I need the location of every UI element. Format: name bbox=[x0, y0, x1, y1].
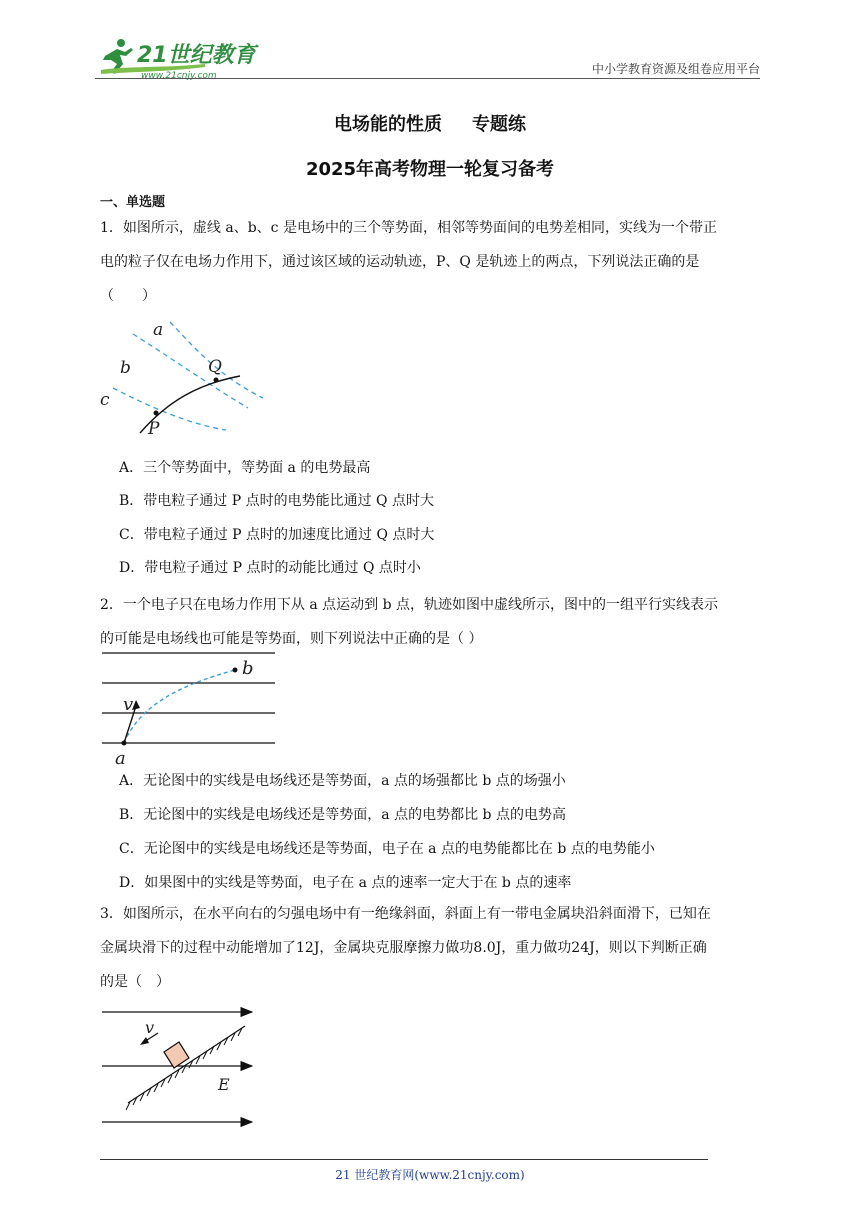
label-b: b bbox=[242, 658, 254, 679]
label-b: b bbox=[120, 358, 131, 378]
equipotential-c bbox=[113, 388, 226, 430]
page-header bbox=[95, 30, 760, 80]
stem-line: 3．如图所示，在水平向右的匀强电场中有一绝缘斜面，斜面上有一带电金属块沿斜面滑下，已知在 bbox=[100, 906, 711, 922]
question-1-option-a[interactable]: A．三个等势面中，等势面 a 的电势最高 bbox=[119, 460, 371, 476]
stem-line: 的是（ ） bbox=[100, 974, 170, 990]
question-2-option-d[interactable]: D．如果图中的实线是等势面，电子在 a 点的速率一定大于在 b 点的速率 bbox=[119, 875, 572, 891]
label-e: E bbox=[218, 1075, 230, 1094]
stem-line: 1．如图所示，虚线 a、b、c 是电场中的三个等势面，相邻等势面间的电势差相同，实线为一个带正 bbox=[100, 220, 717, 236]
label-v: v bbox=[145, 1018, 155, 1037]
question-2-stem bbox=[100, 588, 760, 656]
title-part-1: 电场能的性质 bbox=[334, 114, 442, 135]
label-a: a bbox=[153, 320, 164, 340]
label-a: a bbox=[115, 748, 126, 768]
metal-block bbox=[164, 1042, 189, 1068]
stem-line: 的可能是电场线也可能是等势面，则下列说法中正确的是（ ） bbox=[100, 631, 483, 647]
label-c: c bbox=[100, 390, 110, 410]
point-q bbox=[214, 378, 219, 383]
title-part-2: 专题练 bbox=[472, 114, 526, 135]
site-logo bbox=[95, 36, 265, 80]
section-heading: 一、单选题 bbox=[100, 195, 166, 210]
velocity-arrow-head bbox=[132, 700, 140, 710]
question-1-option-b[interactable]: B．带电粒子通过 P 点时的电势能比通过 Q 点时大 bbox=[119, 493, 434, 509]
question-1-figure bbox=[98, 316, 268, 441]
header-divider bbox=[95, 78, 760, 79]
incline-hatching bbox=[126, 1028, 242, 1110]
label-v: v bbox=[123, 694, 134, 715]
stem-line: （ ） bbox=[100, 288, 156, 304]
question-1-option-c[interactable]: C．带电粒子通过 P 点时的加速度比通过 Q 点时大 bbox=[119, 527, 435, 543]
label-q: Q bbox=[208, 357, 222, 377]
label-p: P bbox=[148, 419, 160, 439]
header-platform-text: 中小学教育资源及组卷应用平台 bbox=[591, 62, 760, 76]
question-1-option-d[interactable]: D．带电粒子通过 P 点时的动能比通过 Q 点时小 bbox=[119, 560, 421, 576]
svg-text:21世纪教育: 21世纪教育 bbox=[137, 43, 256, 68]
point-a bbox=[122, 741, 127, 746]
point-b bbox=[233, 668, 238, 673]
stem-line: 金属块滑下的过程中动能增加了12J，金属块克服摩擦力做功8.0J，重力做功24J，则以下判断正确 bbox=[100, 940, 707, 956]
question-2-option-c[interactable]: C．无论图中的实线是电场线还是等势面，电子在 a 点的电势能都比在 b 点的电势能小 bbox=[119, 841, 655, 857]
question-2-figure bbox=[100, 650, 280, 768]
footer-text[interactable]: 21 世纪教育网(www.21cnjy.com) bbox=[335, 1168, 525, 1182]
svg-text:www.21cnjy.com: www.21cnjy.com bbox=[141, 71, 217, 80]
question-1-stem bbox=[100, 211, 760, 313]
footer-divider bbox=[100, 1159, 708, 1160]
electron-trajectory bbox=[124, 670, 235, 743]
stem-line: 2．一个电子只在电场力作用下从 a 点运动到 b 点，轨迹如图中虚线所示，图中的一组平行实线表示 bbox=[100, 597, 719, 613]
question-2-option-a[interactable]: A．无论图中的实线是电场线还是等势面，a 点的场强都比 b 点的场强小 bbox=[119, 773, 566, 789]
stem-line: 电的粒子仅在电场力作用下，通过该区域的运动轨迹，P、Q 是轨迹上的两点，下列说法正确的是 bbox=[100, 254, 700, 270]
question-3-stem bbox=[100, 897, 760, 999]
page-subtitle: 2025年高考物理一轮复习备考 bbox=[305, 159, 555, 180]
question-3-figure bbox=[100, 1000, 260, 1130]
page-title bbox=[0, 110, 860, 136]
block-velocity-arrow-head bbox=[140, 1037, 149, 1045]
question-2-option-b[interactable]: B．无论图中的实线是电场线还是等势面，a 点的电势都比 b 点的电势高 bbox=[119, 807, 566, 823]
equipotential-b bbox=[133, 334, 248, 408]
point-p bbox=[154, 411, 159, 416]
